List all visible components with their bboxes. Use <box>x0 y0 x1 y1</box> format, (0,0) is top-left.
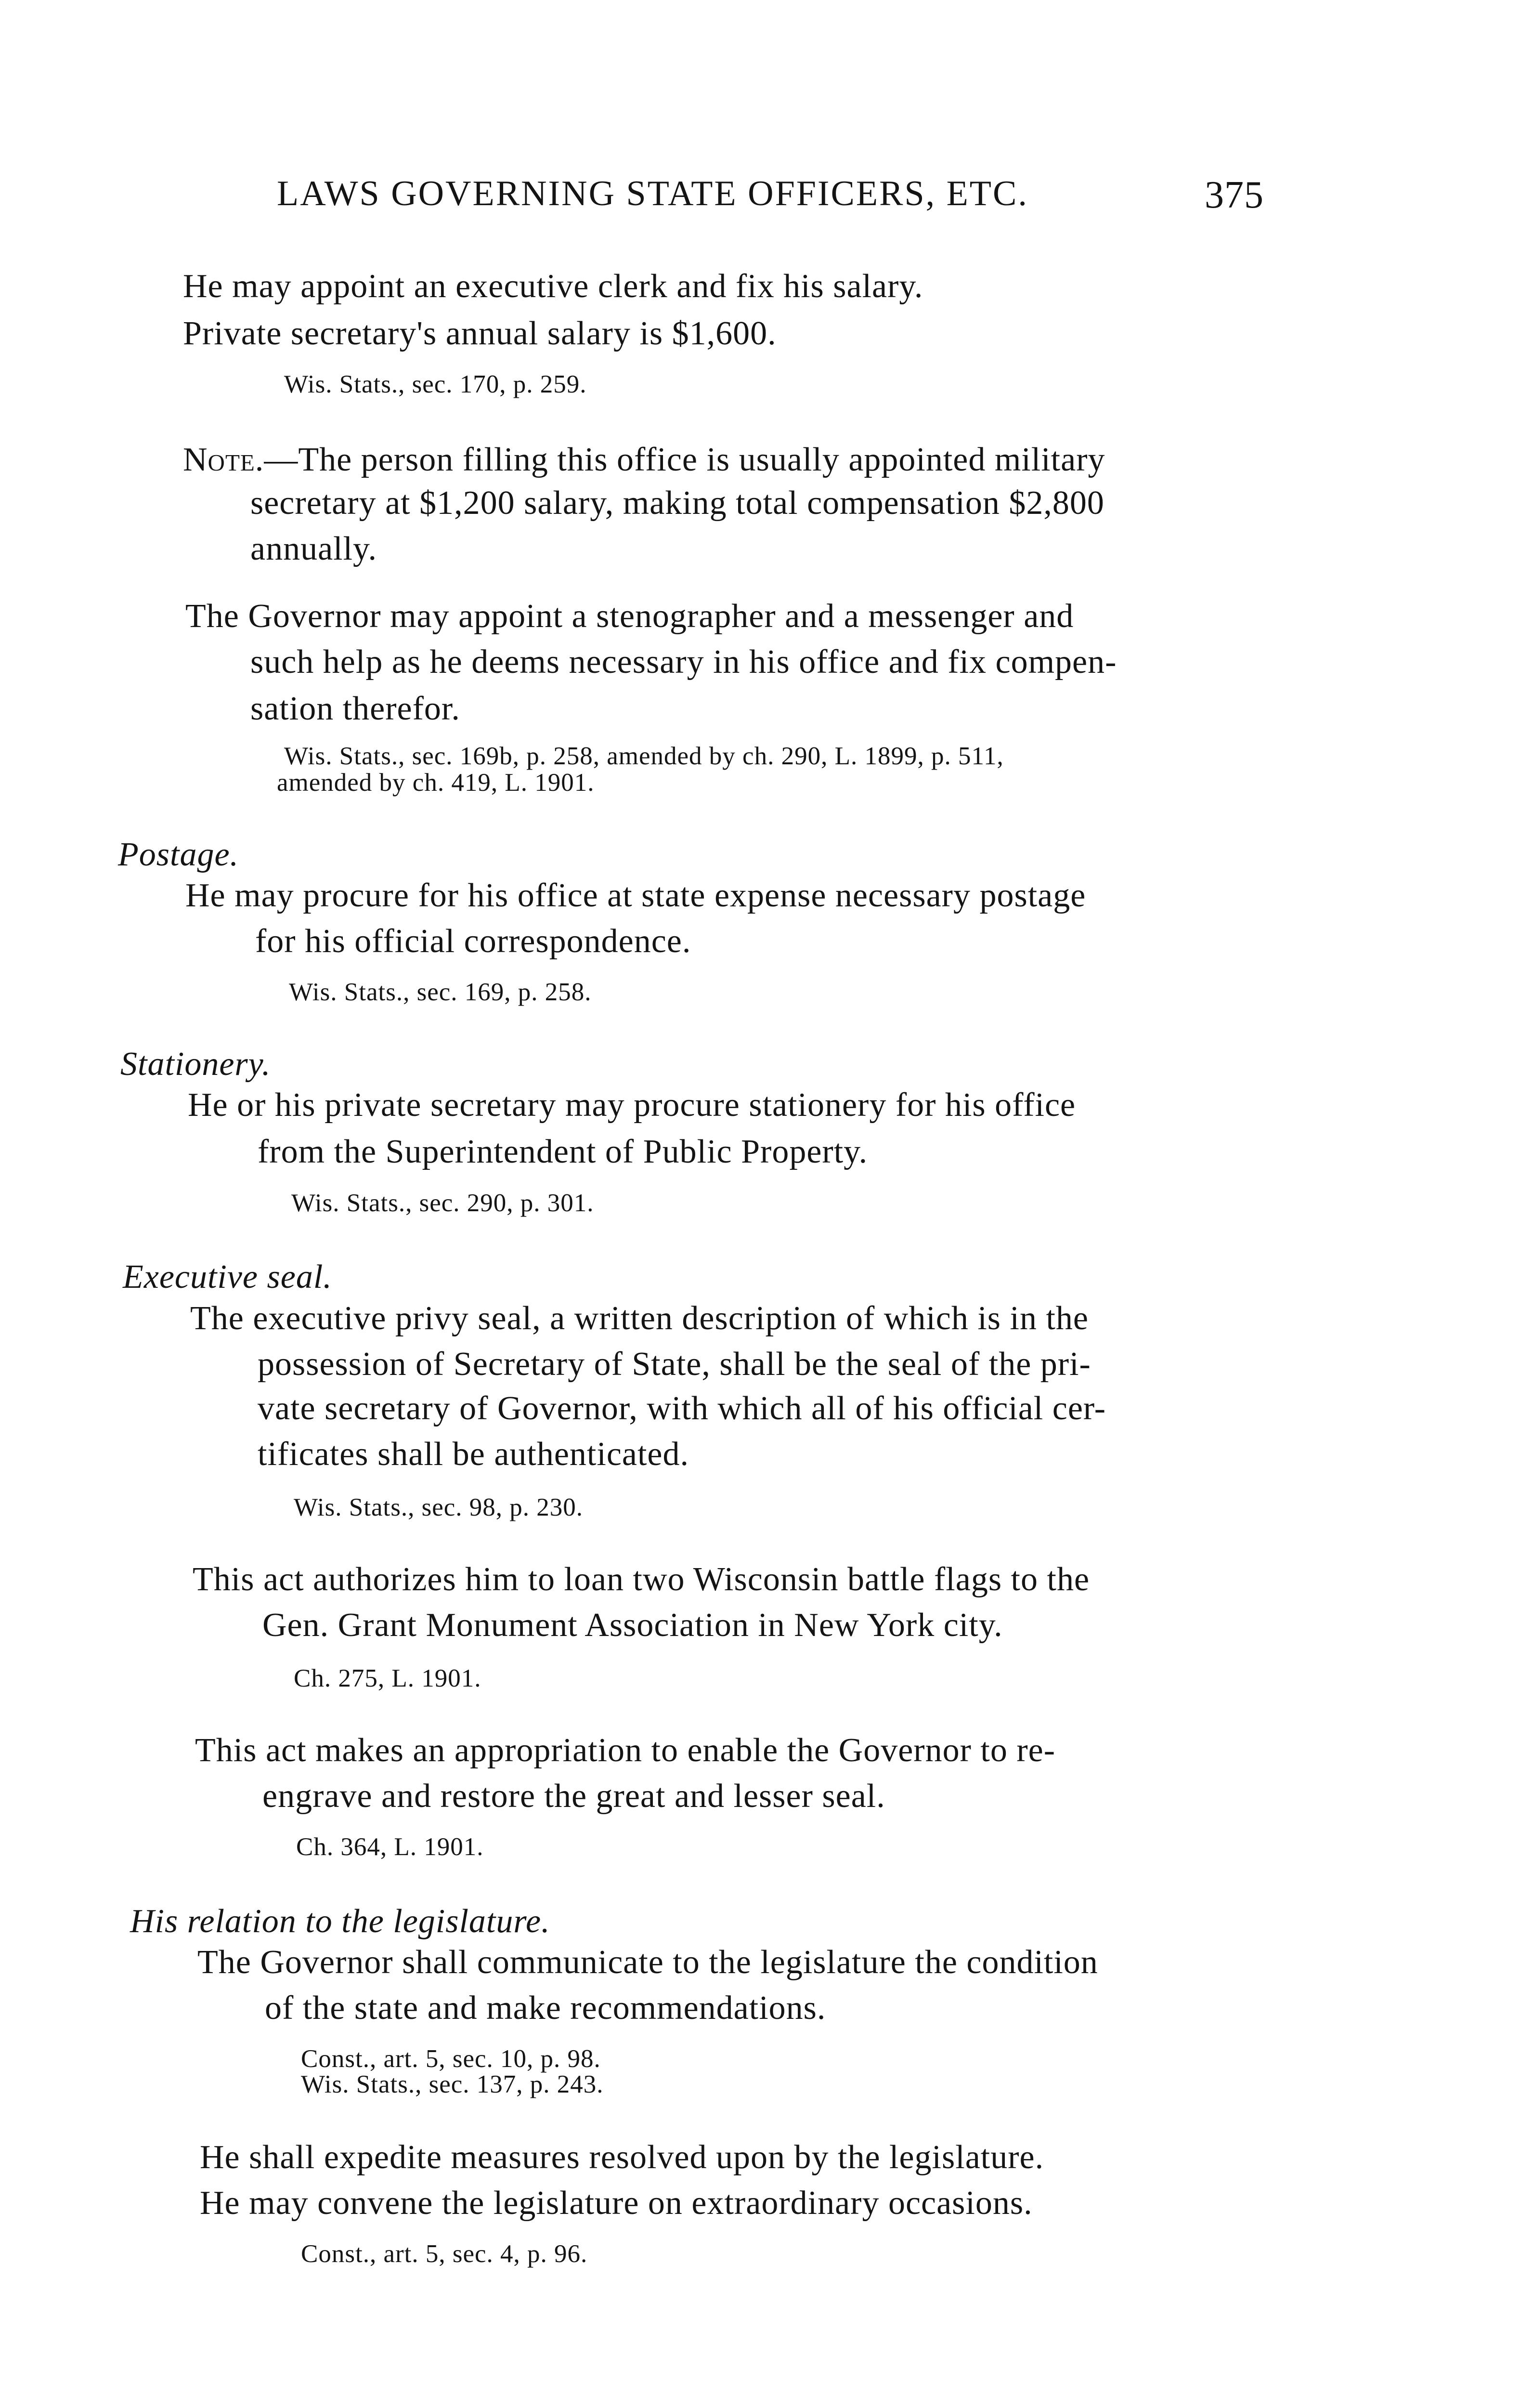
section-heading: Executive seal. <box>123 1258 332 1296</box>
text-line: engrave and restore the great and lesser seal. <box>262 1778 885 1815</box>
citation: Ch. 275, L. 1901. <box>294 1664 481 1692</box>
note-line: Note.—The person filling this office is usually appointed military <box>183 441 1105 478</box>
text-line: secretary at $1,200 salary, making total compensation $2,800 <box>250 484 1104 522</box>
header-title: LAWS GOVERNING STATE OFFICERS, ETC. <box>277 174 1028 213</box>
text-line: He may appoint an executive clerk and fix his salary. <box>183 268 923 305</box>
text-line: from the Superintendent of Public Property. <box>258 1133 868 1170</box>
text-line: This act makes an appropriation to enable the Governor to re- <box>195 1732 1056 1769</box>
citation: Const., art. 5, sec. 10, p. 98. <box>301 2045 601 2073</box>
section-heading: His relation to the legislature. <box>130 1903 550 1940</box>
text-line: Private secretary's annual salary is $1,600. <box>183 315 777 352</box>
text-line: He shall expedite measures resolved upon by the legislature. <box>200 2139 1044 2176</box>
section-heading: Postage. <box>118 836 239 873</box>
running-header <box>277 173 1264 214</box>
text-line: tificates shall be authenticated. <box>258 1436 689 1473</box>
text-line: annually. <box>250 530 377 567</box>
text-line: The executive privy seal, a written description of which is in the <box>190 1300 1089 1337</box>
text-line: for his official correspondence. <box>255 923 691 960</box>
note-label: Note. <box>183 441 264 478</box>
citation: Wis. Stats., sec. 98, p. 230. <box>294 1493 584 1521</box>
text-line: He may procure for his office at state expense necessary postage <box>185 877 1086 914</box>
text-line: sation therefor. <box>250 690 460 727</box>
citation: Ch. 364, L. 1901. <box>296 1833 484 1861</box>
citation: Wis. Stats., sec. 290, p. 301. <box>291 1189 594 1217</box>
citation: amended by ch. 419, L. 1901. <box>277 769 595 797</box>
text-line: vate secretary of Governor, with which all of his official cer- <box>258 1390 1106 1427</box>
text-line: He or his private secretary may procure stationery for his office <box>188 1086 1076 1124</box>
citation: Wis. Stats., sec. 169b, p. 258, amended by ch. 290, L. 1899, p. 511, <box>284 742 1004 770</box>
text-line: The Governor shall communicate to the legislature the condition <box>197 1944 1098 1981</box>
text-line: He may convene the legislature on extraordinary occasions. <box>200 2185 1033 2222</box>
text-line: This act authorizes him to loan two Wisconsin battle flags to the <box>193 1561 1090 1598</box>
text-line: The Governor may appoint a stenographer and a messenger and <box>185 598 1074 635</box>
citation: Wis. Stats., sec. 169, p. 258. <box>289 978 592 1006</box>
text-line: possession of Secretary of State, shall be the seal of the pri- <box>258 1346 1091 1383</box>
text-line: Gen. Grant Monument Association in New York city. <box>262 1607 1003 1644</box>
citation: Wis. Stats., sec. 170, p. 259. <box>284 370 587 398</box>
citation: Wis. Stats., sec. 137, p. 243. <box>301 2070 604 2098</box>
page-number: 375 <box>1205 174 1264 216</box>
text-line: of the state and make recommendations. <box>265 1989 826 2027</box>
citation: Const., art. 5, sec. 4, p. 96. <box>301 2240 588 2268</box>
text-line: such help as he deems necessary in his office and fix compen- <box>250 643 1117 681</box>
section-heading: Stationery. <box>120 1046 271 1083</box>
